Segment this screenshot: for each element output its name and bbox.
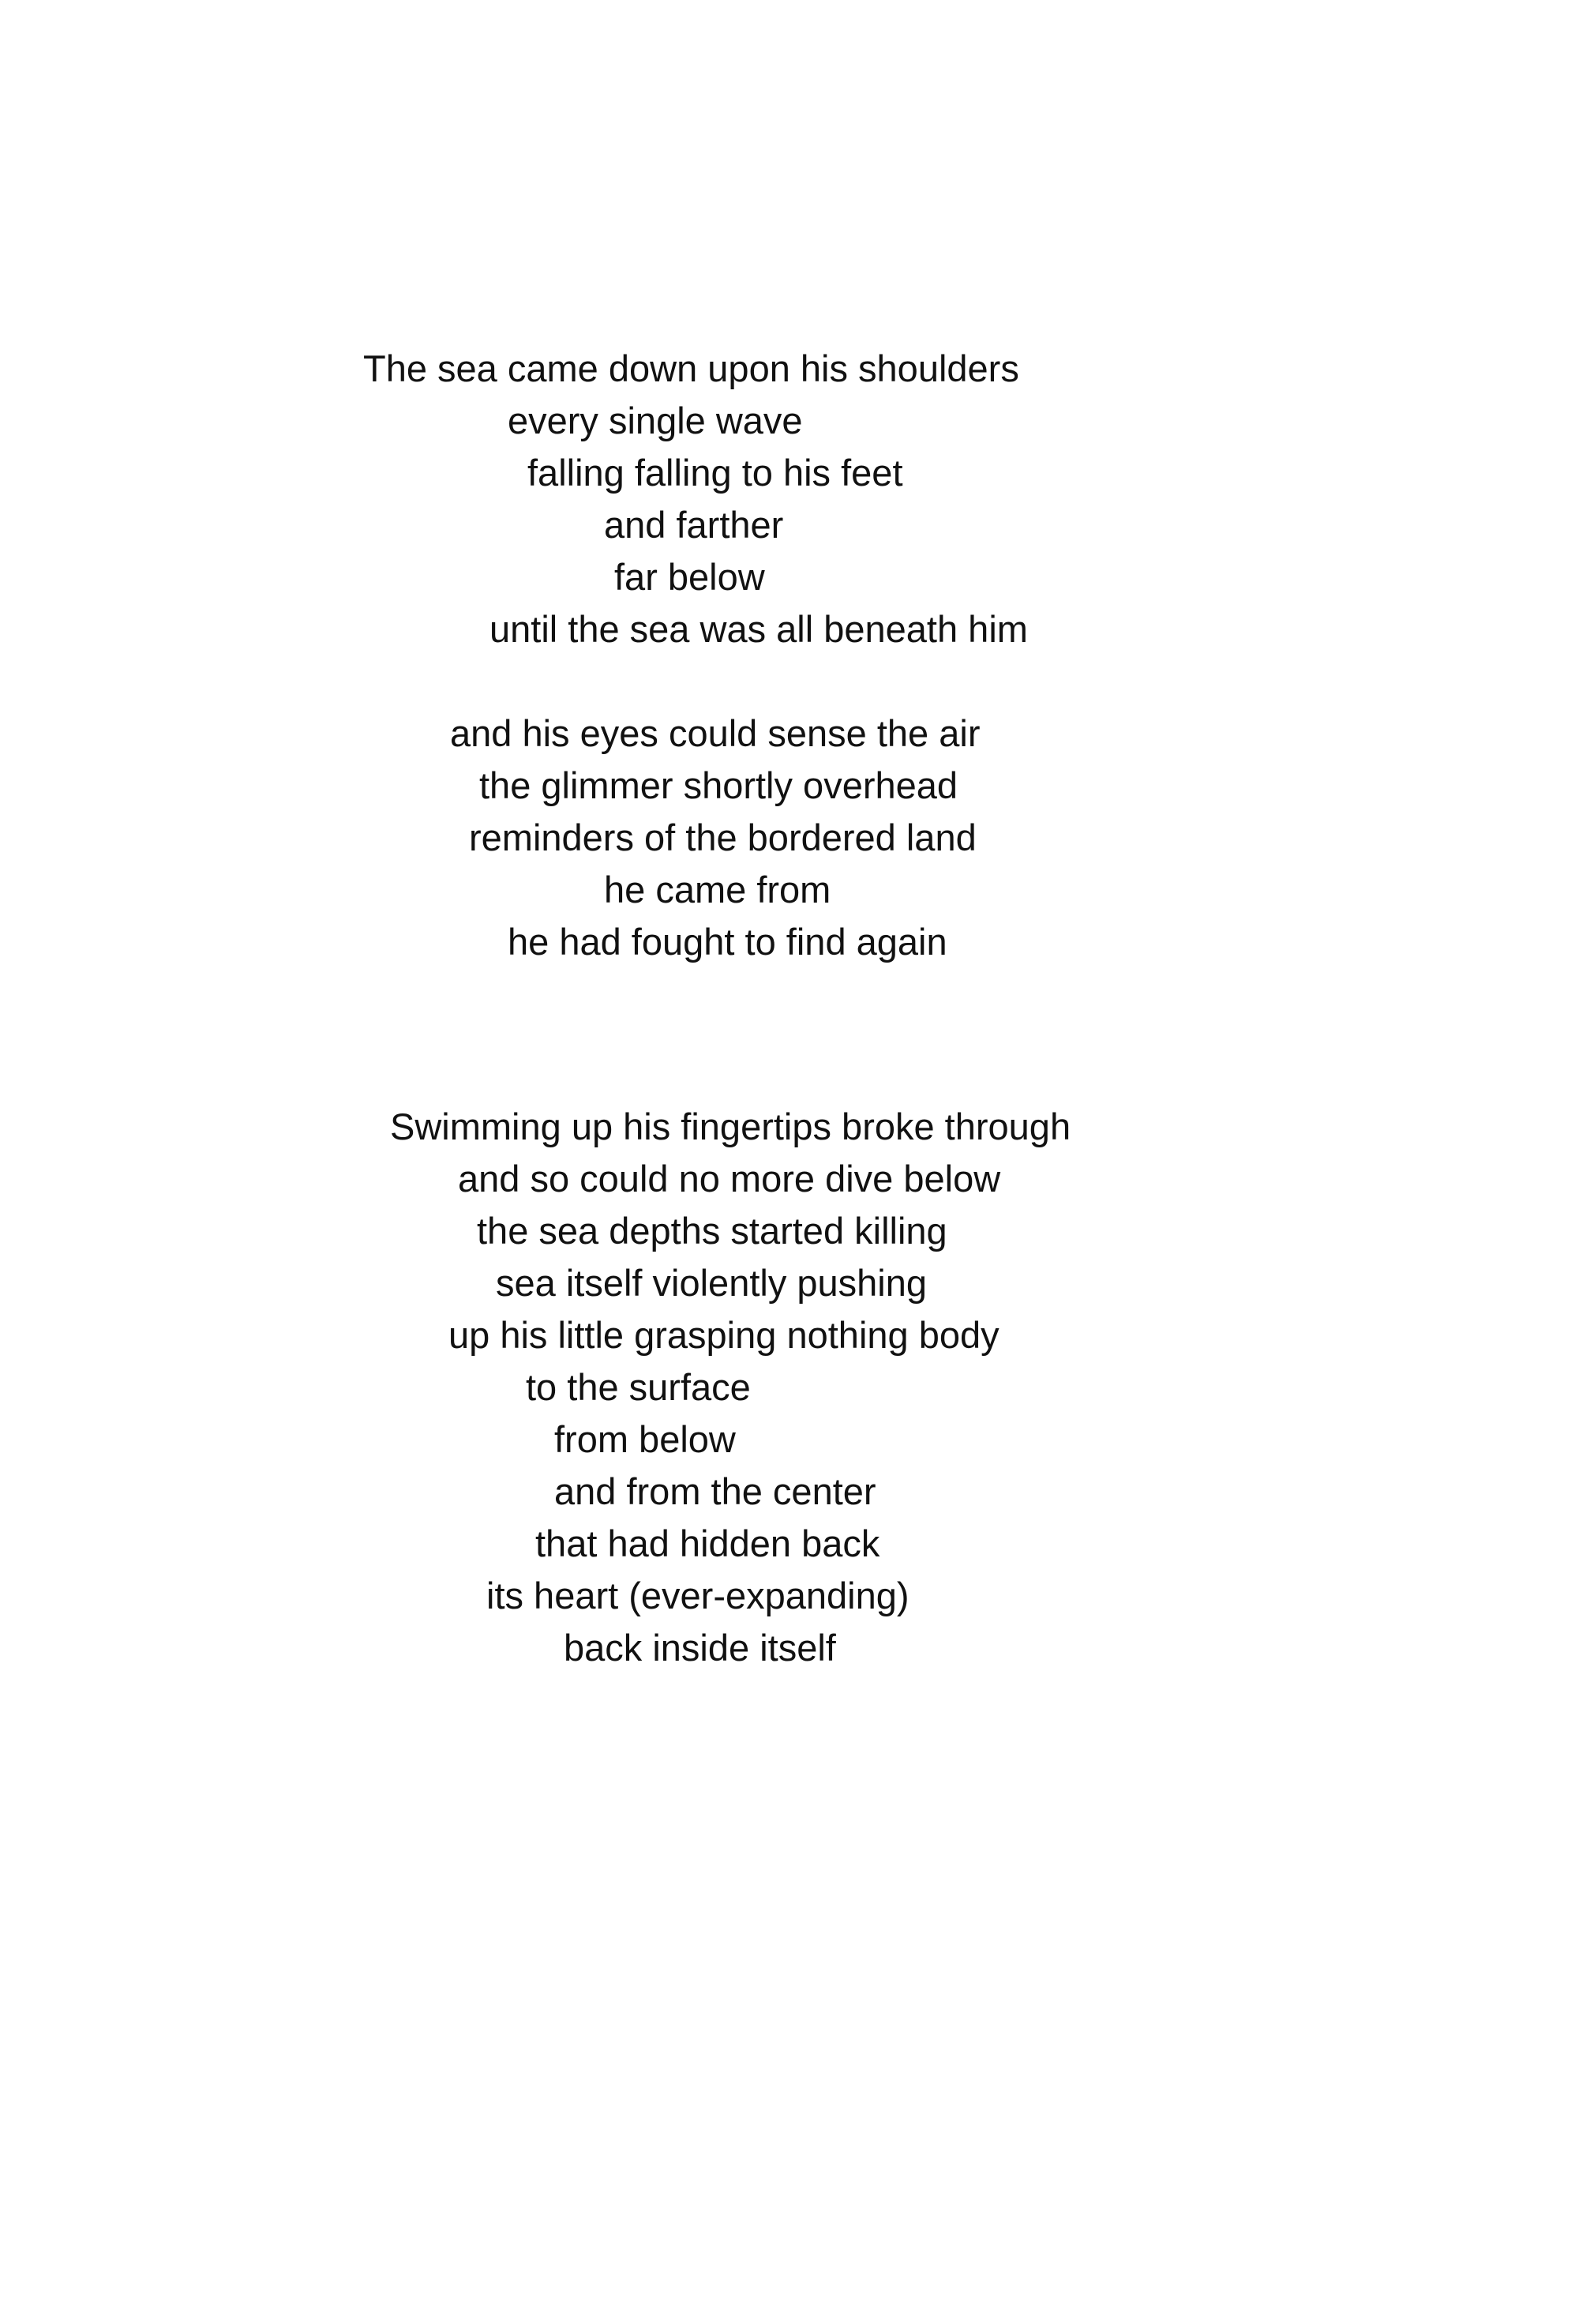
poem-line: and from the center — [554, 1470, 876, 1512]
poem-line: far below — [614, 556, 765, 598]
poem-line: the sea depths started killing — [477, 1210, 947, 1252]
poem-line: falling falling to his feet — [527, 452, 903, 494]
poem-line: reminders of the bordered land — [469, 817, 977, 858]
poem-line: the glimmer shortly overhead — [479, 764, 958, 806]
poem-line: until the sea was all beneath him — [489, 608, 1028, 650]
poem-line: and farther — [604, 504, 784, 546]
poem-line: back inside itself — [564, 1627, 836, 1669]
poem-line: and so could no more dive below — [458, 1158, 1001, 1200]
poem-line: Swimming up his fingertips broke through — [390, 1106, 1071, 1147]
poem-line: he came from — [604, 869, 831, 910]
poem-line: that had hidden back — [535, 1522, 880, 1564]
poem-line: every single wave — [508, 400, 803, 441]
poem-line: from below — [554, 1418, 736, 1460]
poem-line: sea itself violently pushing — [496, 1262, 928, 1304]
poem-line: up his little grasping nothing body — [448, 1314, 1000, 1356]
poem-line: he had fought to find again — [508, 921, 947, 963]
poem-line: its heart (ever-expanding) — [486, 1575, 910, 1616]
poem-line: to the surface — [526, 1366, 751, 1408]
poem-line: and his eyes could sense the air — [450, 712, 981, 754]
poem-line: The sea came down upon his shoulders — [363, 347, 1019, 389]
